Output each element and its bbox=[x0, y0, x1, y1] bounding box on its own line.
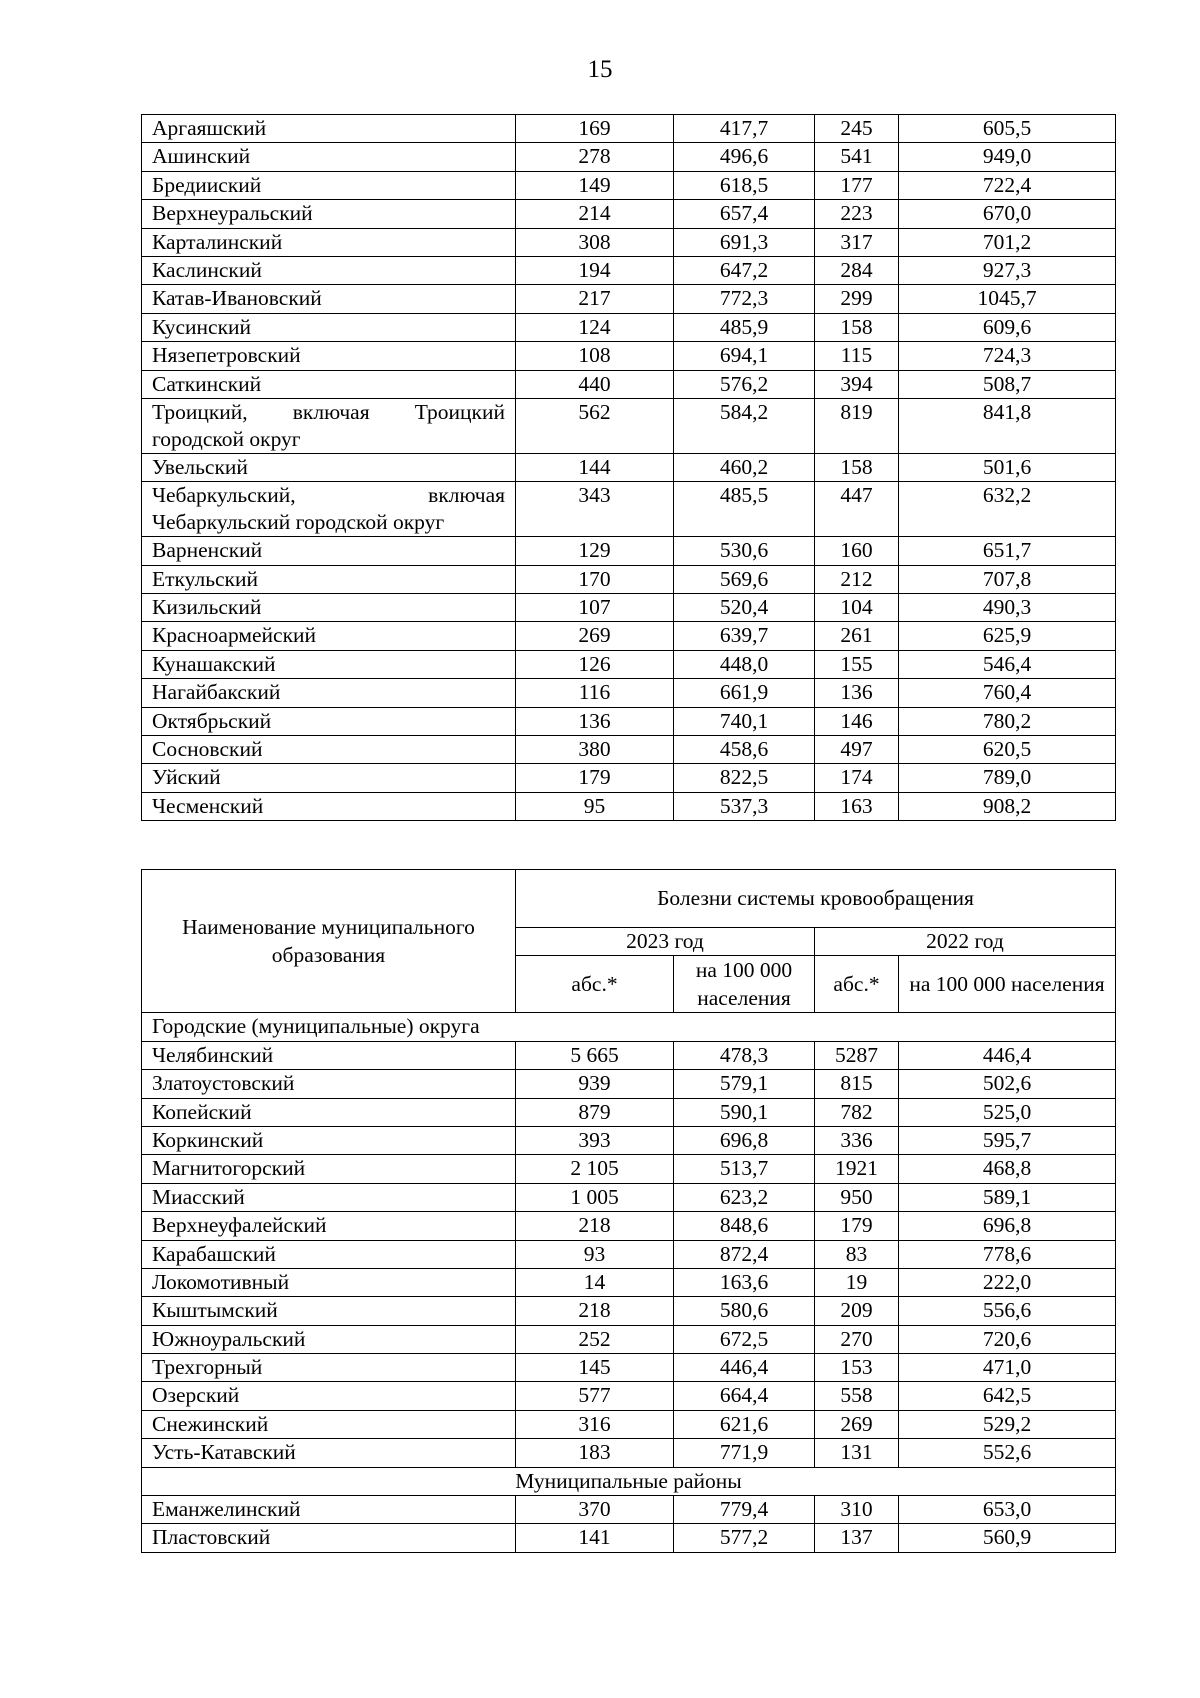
per100k-2022-cell: 651,7 bbox=[899, 537, 1116, 565]
abs-2023-cell: 124 bbox=[516, 313, 674, 341]
table-row bbox=[142, 707, 1116, 735]
per100k-2023-cell: 657,4 bbox=[674, 200, 815, 228]
section-row bbox=[142, 1467, 1116, 1495]
abs-2023-cell: 116 bbox=[516, 679, 674, 707]
per100k-2023-cell: 537,3 bbox=[674, 792, 815, 820]
municipality-name-cell: Варненский bbox=[142, 537, 516, 565]
per100k-2022-cell: 927,3 bbox=[899, 256, 1116, 284]
abs-2022-cell: 146 bbox=[815, 707, 899, 735]
table-row bbox=[142, 1410, 1116, 1438]
table-row bbox=[142, 228, 1116, 256]
per100k-2022-cell: 502,6 bbox=[899, 1070, 1116, 1098]
table-row bbox=[142, 370, 1116, 398]
abs-2023-cell: 169 bbox=[516, 115, 674, 143]
header-municipality-name: Наименование муниципального образования bbox=[142, 870, 516, 1013]
municipality-name-cell: Миасский bbox=[142, 1183, 516, 1211]
abs-2023-cell: 269 bbox=[516, 622, 674, 650]
abs-2022-cell: 815 bbox=[815, 1070, 899, 1098]
municipality-name-cell: Нагайбакский bbox=[142, 679, 516, 707]
per100k-2022-cell: 720,6 bbox=[899, 1325, 1116, 1353]
abs-2022-cell: 179 bbox=[815, 1212, 899, 1240]
per100k-2022-cell: 722,4 bbox=[899, 171, 1116, 199]
abs-2022-cell: 394 bbox=[815, 370, 899, 398]
abs-2022-cell: 174 bbox=[815, 764, 899, 792]
abs-2023-cell: 440 bbox=[516, 370, 674, 398]
abs-2022-cell: 261 bbox=[815, 622, 899, 650]
abs-2022-cell: 270 bbox=[815, 1325, 899, 1353]
per100k-2022-cell: 620,5 bbox=[899, 736, 1116, 764]
per100k-2022-cell: 589,1 bbox=[899, 1183, 1116, 1211]
table-row bbox=[142, 200, 1116, 228]
per100k-2023-cell: 478,3 bbox=[674, 1041, 815, 1069]
header-abs-2022: абс.* bbox=[815, 956, 899, 1013]
per100k-2023-cell: 822,5 bbox=[674, 764, 815, 792]
table-row bbox=[142, 594, 1116, 622]
per100k-2023-cell: 580,6 bbox=[674, 1297, 815, 1325]
table-row bbox=[142, 792, 1116, 820]
abs-2022-cell: 115 bbox=[815, 342, 899, 370]
table-row bbox=[142, 1070, 1116, 1098]
page-number: 15 bbox=[587, 56, 613, 83]
per100k-2023-cell: 661,9 bbox=[674, 679, 815, 707]
table-row bbox=[142, 1268, 1116, 1296]
abs-2022-cell: 177 bbox=[815, 171, 899, 199]
table-row bbox=[142, 679, 1116, 707]
municipality-name-cell: Нязепетровский bbox=[142, 342, 516, 370]
municipality-name-cell: Копейский bbox=[142, 1098, 516, 1126]
table-row bbox=[142, 1354, 1116, 1382]
per100k-2023-cell: 647,2 bbox=[674, 256, 815, 284]
per100k-2022-cell: 508,7 bbox=[899, 370, 1116, 398]
table-row bbox=[142, 115, 1116, 143]
abs-2022-cell: 497 bbox=[815, 736, 899, 764]
abs-2023-cell: 141 bbox=[516, 1524, 674, 1552]
abs-2022-cell: 317 bbox=[815, 228, 899, 256]
per100k-2023-cell: 458,6 bbox=[674, 736, 815, 764]
abs-2022-cell: 558 bbox=[815, 1382, 899, 1410]
per100k-2023-cell: 513,7 bbox=[674, 1155, 815, 1183]
table-row bbox=[142, 1041, 1116, 1069]
per100k-2023-cell: 621,6 bbox=[674, 1410, 815, 1438]
table-row bbox=[142, 1098, 1116, 1126]
abs-2023-cell: 879 bbox=[516, 1098, 674, 1126]
abs-2023-cell: 145 bbox=[516, 1354, 674, 1382]
abs-2023-cell: 393 bbox=[516, 1126, 674, 1154]
per100k-2023-cell: 417,7 bbox=[674, 115, 815, 143]
table-row bbox=[142, 1212, 1116, 1240]
municipality-name-cell: Кунашакский bbox=[142, 650, 516, 678]
table-row bbox=[142, 256, 1116, 284]
per100k-2023-cell: 772,3 bbox=[674, 285, 815, 313]
per100k-2023-cell: 496,6 bbox=[674, 143, 815, 171]
municipality-name-cell: Озерский bbox=[142, 1382, 516, 1410]
table-row bbox=[142, 1126, 1116, 1154]
header-per100k-2022: на 100 000 населения bbox=[899, 956, 1116, 1013]
table-row bbox=[142, 313, 1116, 341]
abs-2023-cell: 218 bbox=[516, 1212, 674, 1240]
table-row bbox=[142, 453, 1116, 481]
per100k-2022-cell: 625,9 bbox=[899, 622, 1116, 650]
per100k-2023-cell: 664,4 bbox=[674, 1382, 815, 1410]
per100k-2022-cell: 707,8 bbox=[899, 565, 1116, 593]
per100k-2022-cell: 701,2 bbox=[899, 228, 1116, 256]
table-row bbox=[142, 736, 1116, 764]
header-disease-group: Болезни системы кровообращения bbox=[516, 870, 1116, 928]
abs-2022-cell: 209 bbox=[815, 1297, 899, 1325]
per100k-2023-cell: 590,1 bbox=[674, 1098, 815, 1126]
abs-2023-cell: 170 bbox=[516, 565, 674, 593]
districts-table-continued bbox=[141, 114, 1116, 821]
table-row bbox=[142, 285, 1116, 313]
header-year-2022: 2022 год bbox=[815, 928, 1116, 956]
municipality-name-cell: Магнитогорский bbox=[142, 1155, 516, 1183]
table-row bbox=[142, 1439, 1116, 1467]
municipality-name-cell: Уйский bbox=[142, 764, 516, 792]
per100k-2023-cell: 694,1 bbox=[674, 342, 815, 370]
municipality-name-cell: Саткинский bbox=[142, 370, 516, 398]
per100k-2023-cell: 639,7 bbox=[674, 622, 815, 650]
table-row bbox=[142, 1155, 1116, 1183]
municipality-name-cell: Снежинский bbox=[142, 1410, 516, 1438]
abs-2022-cell: 1921 bbox=[815, 1155, 899, 1183]
abs-2023-cell: 93 bbox=[516, 1240, 674, 1268]
per100k-2023-cell: 163,6 bbox=[674, 1268, 815, 1296]
municipality-name-cell: Чебаркульский, включая Чебаркульский городской округ bbox=[142, 482, 516, 537]
per100k-2022-cell: 632,2 bbox=[899, 482, 1116, 537]
abs-2023-cell: 370 bbox=[516, 1496, 674, 1524]
abs-2022-cell: 269 bbox=[815, 1410, 899, 1438]
per100k-2022-cell: 780,2 bbox=[899, 707, 1116, 735]
per100k-2022-cell: 552,6 bbox=[899, 1439, 1116, 1467]
abs-2023-cell: 939 bbox=[516, 1070, 674, 1098]
per100k-2022-cell: 778,6 bbox=[899, 1240, 1116, 1268]
abs-2023-cell: 2 105 bbox=[516, 1155, 674, 1183]
per100k-2023-cell: 579,1 bbox=[674, 1070, 815, 1098]
abs-2023-cell: 183 bbox=[516, 1439, 674, 1467]
per100k-2022-cell: 908,2 bbox=[899, 792, 1116, 820]
per100k-2022-cell: 471,0 bbox=[899, 1354, 1116, 1382]
per100k-2022-cell: 841,8 bbox=[899, 398, 1116, 453]
per100k-2023-cell: 569,6 bbox=[674, 565, 815, 593]
per100k-2023-cell: 696,8 bbox=[674, 1126, 815, 1154]
per100k-2022-cell: 501,6 bbox=[899, 453, 1116, 481]
per100k-2022-cell: 1045,7 bbox=[899, 285, 1116, 313]
per100k-2022-cell: 760,4 bbox=[899, 679, 1116, 707]
municipality-name-cell: Троицкий, включая Троицкий городской округ bbox=[142, 398, 516, 453]
abs-2022-cell: 19 bbox=[815, 1268, 899, 1296]
per100k-2023-cell: 672,5 bbox=[674, 1325, 815, 1353]
abs-2022-cell: 163 bbox=[815, 792, 899, 820]
table-row bbox=[142, 342, 1116, 370]
municipality-name-cell: Карталинский bbox=[142, 228, 516, 256]
table-row bbox=[142, 1297, 1116, 1325]
districts-table-body bbox=[142, 115, 1116, 821]
municipality-name-cell: Ашинский bbox=[142, 143, 516, 171]
abs-2023-cell: 217 bbox=[516, 285, 674, 313]
abs-2023-cell: 149 bbox=[516, 171, 674, 199]
per100k-2022-cell: 222,0 bbox=[899, 1268, 1116, 1296]
municipality-name-cell: Верхнеуральский bbox=[142, 200, 516, 228]
per100k-2023-cell: 485,5 bbox=[674, 482, 815, 537]
per100k-2022-cell: 605,5 bbox=[899, 115, 1116, 143]
abs-2023-cell: 308 bbox=[516, 228, 674, 256]
per100k-2023-cell: 577,2 bbox=[674, 1524, 815, 1552]
abs-2023-cell: 136 bbox=[516, 707, 674, 735]
municipality-name-cell: Усть-Катавский bbox=[142, 1439, 516, 1467]
abs-2022-cell: 153 bbox=[815, 1354, 899, 1382]
table-row bbox=[142, 622, 1116, 650]
per100k-2023-cell: 448,0 bbox=[674, 650, 815, 678]
table-row bbox=[142, 1524, 1116, 1552]
abs-2023-cell: 126 bbox=[516, 650, 674, 678]
abs-2022-cell: 245 bbox=[815, 115, 899, 143]
table-row bbox=[142, 171, 1116, 199]
abs-2023-cell: 562 bbox=[516, 398, 674, 453]
header-abs-2023: абс.* bbox=[516, 956, 674, 1013]
abs-2022-cell: 336 bbox=[815, 1126, 899, 1154]
municipality-name-cell: Сосновский bbox=[142, 736, 516, 764]
table-row bbox=[142, 1240, 1116, 1268]
per100k-2023-cell: 618,5 bbox=[674, 171, 815, 199]
abs-2022-cell: 299 bbox=[815, 285, 899, 313]
municipality-name-cell: Южноуральский bbox=[142, 1325, 516, 1353]
per100k-2022-cell: 670,0 bbox=[899, 200, 1116, 228]
abs-2022-cell: 310 bbox=[815, 1496, 899, 1524]
abs-2023-cell: 214 bbox=[516, 200, 674, 228]
abs-2023-cell: 218 bbox=[516, 1297, 674, 1325]
abs-2023-cell: 5 665 bbox=[516, 1041, 674, 1069]
abs-2022-cell: 541 bbox=[815, 143, 899, 171]
abs-2022-cell: 160 bbox=[815, 537, 899, 565]
abs-2022-cell: 782 bbox=[815, 1098, 899, 1126]
per100k-2023-cell: 520,4 bbox=[674, 594, 815, 622]
abs-2022-cell: 155 bbox=[815, 650, 899, 678]
abs-2023-cell: 144 bbox=[516, 453, 674, 481]
per100k-2023-cell: 779,4 bbox=[674, 1496, 815, 1524]
municipality-name-cell: Коркинский bbox=[142, 1126, 516, 1154]
per100k-2022-cell: 789,0 bbox=[899, 764, 1116, 792]
table-row bbox=[142, 764, 1116, 792]
municipality-name-cell: Трехгорный bbox=[142, 1354, 516, 1382]
table-row bbox=[142, 537, 1116, 565]
abs-2022-cell: 136 bbox=[815, 679, 899, 707]
municipality-name-cell: Кизильский bbox=[142, 594, 516, 622]
table-row bbox=[142, 1496, 1116, 1524]
per100k-2023-cell: 485,9 bbox=[674, 313, 815, 341]
abs-2022-cell: 223 bbox=[815, 200, 899, 228]
per100k-2023-cell: 460,2 bbox=[674, 453, 815, 481]
table-row bbox=[142, 482, 1116, 537]
abs-2023-cell: 14 bbox=[516, 1268, 674, 1296]
abs-2022-cell: 131 bbox=[815, 1439, 899, 1467]
abs-2022-cell: 212 bbox=[815, 565, 899, 593]
municipality-name-cell: Карабашский bbox=[142, 1240, 516, 1268]
per100k-2023-cell: 584,2 bbox=[674, 398, 815, 453]
municipality-name-cell: Кусинский bbox=[142, 313, 516, 341]
municipality-name-cell: Увельский bbox=[142, 453, 516, 481]
circulatory-table-body bbox=[142, 870, 1116, 1553]
abs-2023-cell: 129 bbox=[516, 537, 674, 565]
per100k-2023-cell: 740,1 bbox=[674, 707, 815, 735]
circulatory-diseases-table bbox=[141, 869, 1116, 1553]
abs-2022-cell: 158 bbox=[815, 453, 899, 481]
abs-2022-cell: 284 bbox=[815, 256, 899, 284]
table-row bbox=[142, 1325, 1116, 1353]
section-row bbox=[142, 1013, 1116, 1041]
table-row bbox=[142, 1183, 1116, 1211]
table-row bbox=[142, 1382, 1116, 1410]
per100k-2023-cell: 623,2 bbox=[674, 1183, 815, 1211]
abs-2022-cell: 137 bbox=[815, 1524, 899, 1552]
per100k-2022-cell: 529,2 bbox=[899, 1410, 1116, 1438]
per100k-2023-cell: 530,6 bbox=[674, 537, 815, 565]
per100k-2022-cell: 642,5 bbox=[899, 1382, 1116, 1410]
municipality-name-cell: Пластовский bbox=[142, 1524, 516, 1552]
per100k-2022-cell: 609,6 bbox=[899, 313, 1116, 341]
municipality-name-cell: Челябинский bbox=[142, 1041, 516, 1069]
per100k-2023-cell: 771,9 bbox=[674, 1439, 815, 1467]
municipality-name-cell: Еткульский bbox=[142, 565, 516, 593]
municipality-name-cell: Бредииский bbox=[142, 171, 516, 199]
per100k-2022-cell: 446,4 bbox=[899, 1041, 1116, 1069]
abs-2022-cell: 104 bbox=[815, 594, 899, 622]
per100k-2023-cell: 848,6 bbox=[674, 1212, 815, 1240]
per100k-2022-cell: 696,8 bbox=[899, 1212, 1116, 1240]
municipality-name-cell: Катав-Ивановский bbox=[142, 285, 516, 313]
per100k-2022-cell: 556,6 bbox=[899, 1297, 1116, 1325]
abs-2022-cell: 5287 bbox=[815, 1041, 899, 1069]
municipality-name-cell: Еманжелинский bbox=[142, 1496, 516, 1524]
abs-2023-cell: 316 bbox=[516, 1410, 674, 1438]
municipality-name-cell: Красноармейский bbox=[142, 622, 516, 650]
section-municipal-districts: Муниципальные районы bbox=[142, 1467, 1116, 1495]
per100k-2023-cell: 446,4 bbox=[674, 1354, 815, 1382]
table-row bbox=[142, 650, 1116, 678]
abs-2022-cell: 158 bbox=[815, 313, 899, 341]
section-urban-districts: Городские (муниципальные) округа bbox=[142, 1013, 1116, 1041]
per100k-2023-cell: 872,4 bbox=[674, 1240, 815, 1268]
per100k-2022-cell: 724,3 bbox=[899, 342, 1116, 370]
header-year-2023: 2023 год bbox=[516, 928, 815, 956]
abs-2022-cell: 819 bbox=[815, 398, 899, 453]
table-row bbox=[142, 565, 1116, 593]
table-row bbox=[142, 398, 1116, 453]
municipality-name-cell: Верхнеуфалейский bbox=[142, 1212, 516, 1240]
municipality-name-cell: Октябрьский bbox=[142, 707, 516, 735]
abs-2023-cell: 380 bbox=[516, 736, 674, 764]
per100k-2023-cell: 576,2 bbox=[674, 370, 815, 398]
per100k-2022-cell: 468,8 bbox=[899, 1155, 1116, 1183]
municipality-name-cell: Каслинский bbox=[142, 256, 516, 284]
municipality-name-cell: Аргаяшский bbox=[142, 115, 516, 143]
header-per100k-2023: на 100 000 населения bbox=[674, 956, 815, 1013]
abs-2023-cell: 343 bbox=[516, 482, 674, 537]
abs-2022-cell: 447 bbox=[815, 482, 899, 537]
abs-2023-cell: 194 bbox=[516, 256, 674, 284]
per100k-2022-cell: 560,9 bbox=[899, 1524, 1116, 1552]
table-row bbox=[142, 143, 1116, 171]
municipality-name-cell: Златоустовский bbox=[142, 1070, 516, 1098]
municipality-name-cell: Чесменский bbox=[142, 792, 516, 820]
per100k-2022-cell: 546,4 bbox=[899, 650, 1116, 678]
per100k-2022-cell: 949,0 bbox=[899, 143, 1116, 171]
abs-2023-cell: 108 bbox=[516, 342, 674, 370]
abs-2023-cell: 1 005 bbox=[516, 1183, 674, 1211]
per100k-2022-cell: 595,7 bbox=[899, 1126, 1116, 1154]
per100k-2023-cell: 691,3 bbox=[674, 228, 815, 256]
abs-2022-cell: 950 bbox=[815, 1183, 899, 1211]
municipality-name-cell: Локомотивный bbox=[142, 1268, 516, 1296]
abs-2023-cell: 252 bbox=[516, 1325, 674, 1353]
abs-2023-cell: 107 bbox=[516, 594, 674, 622]
abs-2023-cell: 577 bbox=[516, 1382, 674, 1410]
per100k-2022-cell: 490,3 bbox=[899, 594, 1116, 622]
table-header-row bbox=[142, 870, 1116, 928]
per100k-2022-cell: 525,0 bbox=[899, 1098, 1116, 1126]
abs-2023-cell: 179 bbox=[516, 764, 674, 792]
abs-2023-cell: 95 bbox=[516, 792, 674, 820]
abs-2022-cell: 83 bbox=[815, 1240, 899, 1268]
per100k-2022-cell: 653,0 bbox=[899, 1496, 1116, 1524]
municipality-name-cell: Кыштымский bbox=[142, 1297, 516, 1325]
abs-2023-cell: 278 bbox=[516, 143, 674, 171]
